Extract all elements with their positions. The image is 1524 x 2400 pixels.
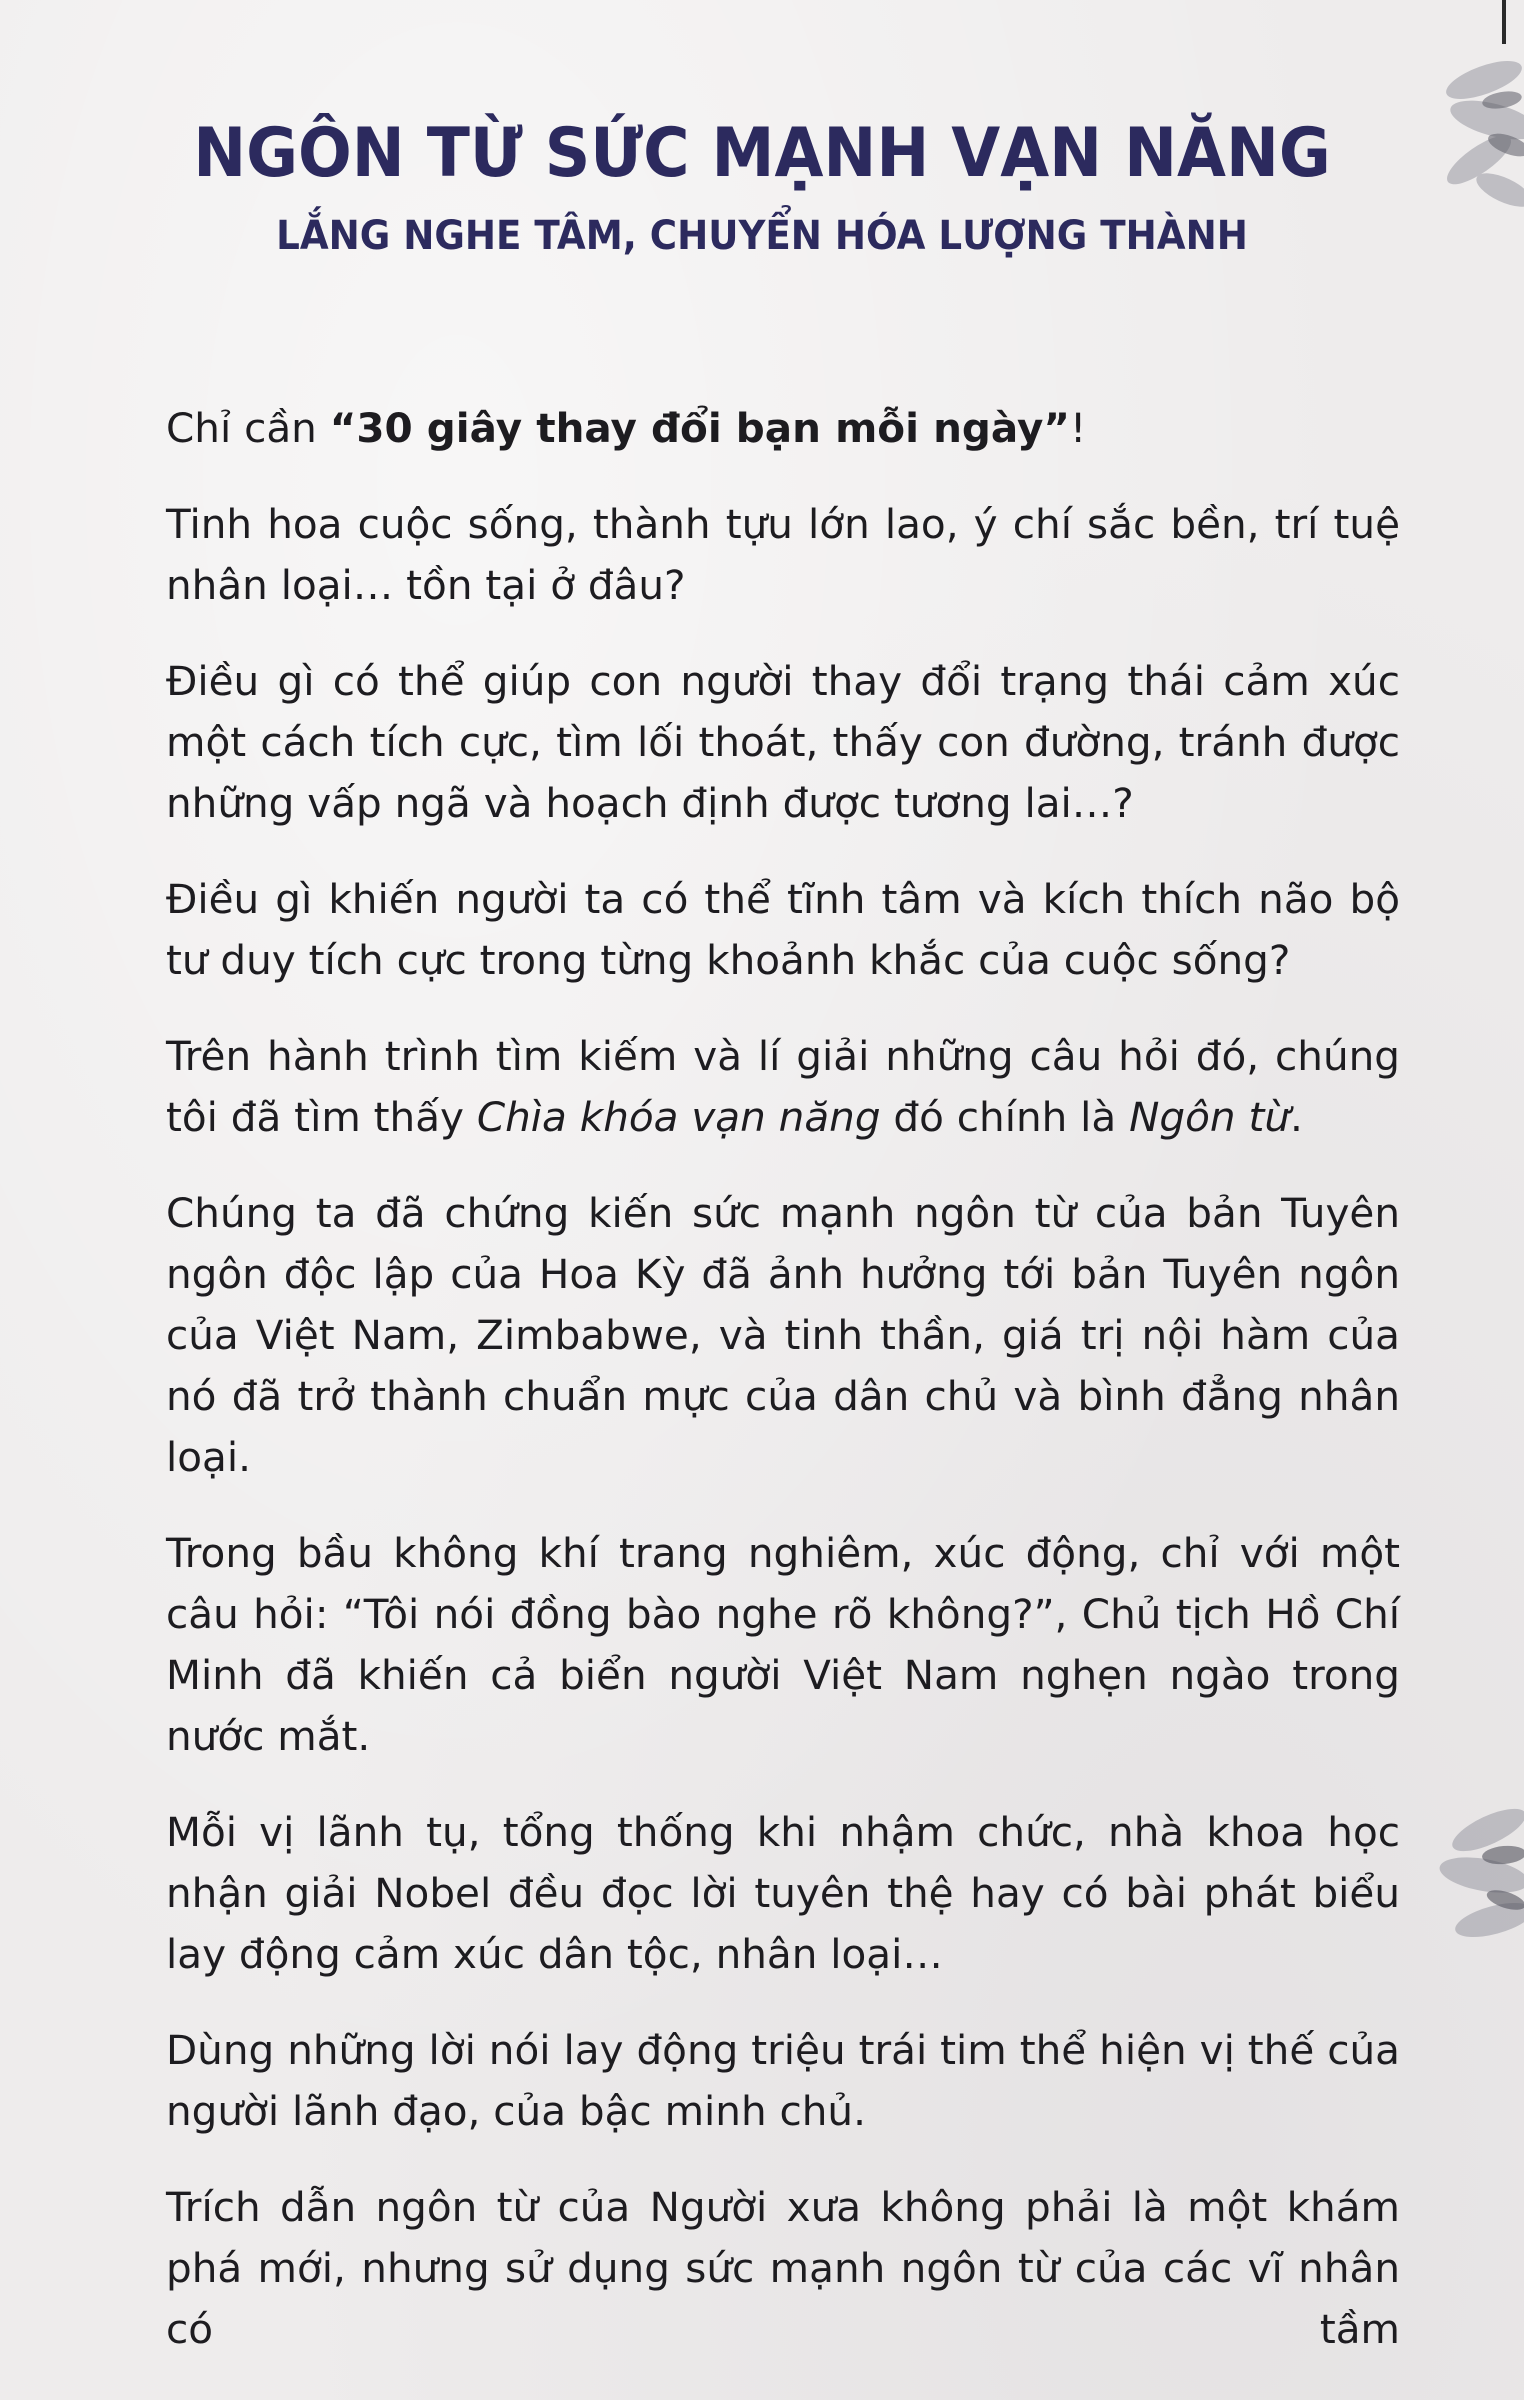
body-text (166, 398, 1400, 2395)
paragraph: Tinh hoa cuộc sống, thành tựu lớn lao, ý chí sắc bền, trí tuệ nhân loại… tồn tại ở đâu? (166, 500, 1400, 609)
intro-suffix: ! (1070, 404, 1087, 452)
key-paragraph (166, 1026, 1400, 1148)
key-italic-1: Chìa khóa vạn năng (476, 1093, 881, 1141)
paragraph: Trích dẫn ngôn từ của Người xưa không phải là một khám phá mới, nhưng sử dụng sức mạnh ngôn từ của các vĩ nhân có tầm (166, 2183, 1400, 2353)
intro-paragraph (166, 398, 1400, 459)
paragraph: Điều gì có thể giúp con người thay đổi trạng thái cảm xúc một cách tích cực, tìm lối thoát, thấy con đường, tránh được những vấp ngã và hoạch định được tương lai…? (166, 657, 1400, 827)
page-subtitle: LẮNG NGHE TÂM, CHUYỂN HÓA LƯỢNG THÀNH (276, 213, 1248, 259)
key-part2: đó chính là (880, 1093, 1130, 1141)
key-part1: Trên hành trình tìm kiếm và lí giải những câu hỏi đó, chúng tôi đã tìm thấy (166, 1032, 1400, 1141)
corner-mark (1502, 0, 1506, 44)
paragraph: Dùng những lời nói lay động triệu trái tim thể hiện vị thế của người lãnh đạo, của bậc minh chủ. (166, 2026, 1400, 2135)
key-italic-2: Ngôn từ (1129, 1093, 1290, 1141)
paragraph: Trong bầu không khí trang nghiêm, xúc động, chỉ với một câu hỏi: “Tôi nói đồng bào nghe rõ không?”, Chủ tịch Hồ Chí Minh đã khiến cả biển người Việt Nam nghẹn ngào trong nước mắt. (166, 1529, 1400, 1760)
page-title: NGÔN TỪ SỨC MẠNH VẠN NĂNG (193, 114, 1331, 193)
title-block (0, 110, 1524, 266)
intro-prefix: Chỉ cần (166, 404, 330, 452)
paragraph: Mỗi vị lãnh tụ, tổng thống khi nhậm chức, nhà khoa học nhận giải Nobel đều đọc lời tuyên thệ hay có bài phát biểu lay động cảm xúc dân tộc, nhân loại… (166, 1808, 1400, 1978)
paragraph: Điều gì khiến người ta có thể tĩnh tâm và kích thích não bộ tư duy tích cực trong từng khoảnh khắc của cuộc sống? (166, 875, 1400, 984)
intro-bold: “30 giây thay đổi bạn mỗi ngày” (329, 404, 1070, 452)
key-part3: . (1290, 1093, 1303, 1141)
paragraph: Chúng ta đã chứng kiến sức mạnh ngôn từ của bản Tuyên ngôn độc lập của Hoa Kỳ đã ảnh hưởng tới bản Tuyên ngôn của Việt Nam, Zimbabwe, và tinh thần, giá trị nội hàm của nó đã trở thành chuẩn mực của dân chủ và bình đẳng nhân loại. (166, 1189, 1400, 1481)
